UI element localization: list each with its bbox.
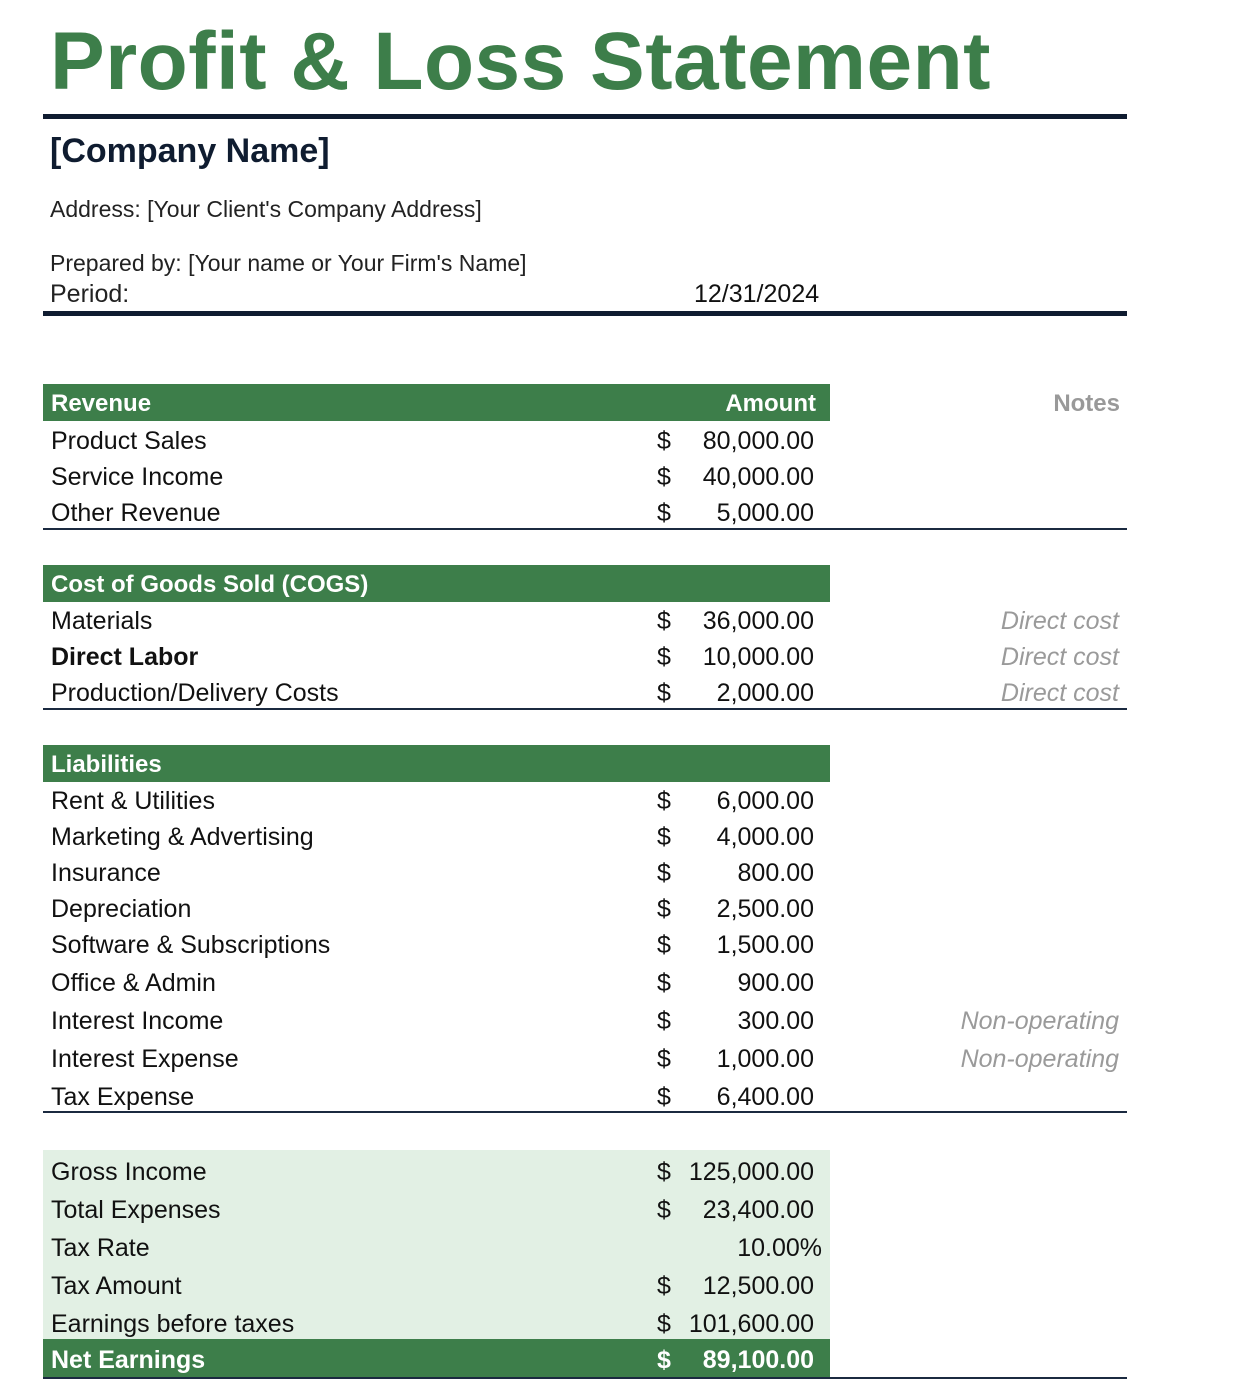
title-divider: [43, 114, 1127, 119]
line-item-label[interactable]: Rent & Utilities: [51, 787, 215, 815]
company-name[interactable]: [Company Name]: [50, 132, 330, 170]
line-item-amount[interactable]: 10,000.00: [702, 643, 814, 671]
line-item-row: [43, 891, 1127, 927]
currency-symbol: $: [657, 1196, 671, 1224]
line-item-amount[interactable]: 36,000.00: [702, 607, 814, 635]
revenue-divider: [43, 528, 1127, 530]
currency-symbol: $: [657, 931, 671, 959]
currency-symbol: $: [657, 1045, 671, 1073]
line-item-row: [43, 495, 1127, 531]
line-item-amount[interactable]: 5,000.00: [716, 499, 814, 527]
tax-rate-value[interactable]: 10.00%: [737, 1234, 822, 1262]
tax-amount-label: Tax Amount: [51, 1272, 182, 1300]
currency-symbol: $: [657, 607, 671, 635]
gross-income-label: Gross Income: [51, 1158, 207, 1186]
earnings-before-taxes-value[interactable]: 101,600.00: [688, 1310, 814, 1338]
line-item-amount[interactable]: 1,000.00: [716, 1045, 814, 1073]
currency-symbol: $: [657, 787, 671, 815]
line-item-amount[interactable]: 2,000.00: [716, 679, 814, 707]
line-item-amount[interactable]: 900.00: [737, 969, 814, 997]
net-earnings-row: [43, 1339, 830, 1377]
line-item-label[interactable]: Other Revenue: [51, 499, 221, 527]
currency-symbol: $: [657, 859, 671, 887]
line-item-label[interactable]: Direct Labor: [51, 643, 199, 671]
line-item-label[interactable]: Marketing & Advertising: [51, 823, 314, 851]
line-item-label[interactable]: Tax Expense: [51, 1083, 195, 1111]
line-item-amount[interactable]: 4,000.00: [716, 823, 814, 851]
line-item-row: [43, 1079, 1127, 1115]
currency-symbol: $: [657, 895, 671, 923]
line-item-note[interactable]: Non-operating: [960, 1045, 1119, 1073]
amount-column-header: Amount: [725, 390, 816, 417]
cogs-header-label: Cost of Goods Sold (COGS): [51, 571, 369, 598]
line-item-amount[interactable]: 6,400.00: [716, 1083, 814, 1111]
prepared-by-line[interactable]: Prepared by: [Your name or Your Firm's Name]: [50, 250, 527, 276]
currency-symbol: $: [657, 823, 671, 851]
line-item-row: [43, 927, 1127, 963]
net-earnings-value[interactable]: 89,100.00: [702, 1346, 814, 1374]
line-item-amount[interactable]: 800.00: [737, 859, 814, 887]
currency-symbol: $: [657, 1158, 671, 1186]
line-item-row: [43, 1041, 1127, 1077]
line-item-label[interactable]: Insurance: [51, 859, 161, 887]
total-expenses-label: Total Expenses: [51, 1196, 221, 1224]
net-earnings-label: Net Earnings: [51, 1346, 206, 1374]
notes-column-header: Notes: [1053, 390, 1120, 417]
line-item-row: [43, 855, 1127, 891]
currency-symbol: $: [657, 1083, 671, 1111]
earnings-before-taxes-label: Earnings before taxes: [51, 1310, 295, 1338]
tax-rate-label: Tax Rate: [51, 1234, 150, 1262]
currency-symbol: $: [657, 1272, 671, 1300]
line-item-label[interactable]: Interest Income: [51, 1007, 224, 1035]
line-item-amount[interactable]: 80,000.00: [702, 427, 814, 455]
line-item-label[interactable]: Materials: [51, 607, 153, 635]
line-item-row: [43, 423, 1127, 459]
line-item-label[interactable]: Depreciation: [51, 895, 192, 923]
gross-income-row: [43, 1153, 830, 1191]
line-item-note[interactable]: Non-operating: [960, 1007, 1119, 1035]
currency-symbol: $: [657, 643, 671, 671]
line-item-row: [43, 675, 1127, 711]
tax-amount-row: [43, 1267, 830, 1305]
line-item-row: [43, 459, 1127, 495]
line-item-row: [43, 603, 1127, 639]
currency-symbol: $: [657, 679, 671, 707]
line-item-row: [43, 783, 1127, 819]
currency-symbol: $: [657, 463, 671, 491]
revenue-header-label: Revenue: [51, 390, 152, 417]
line-item-amount[interactable]: 40,000.00: [702, 463, 814, 491]
document-title: Profit & Loss Statement: [50, 16, 991, 107]
line-item-label[interactable]: Interest Expense: [51, 1045, 239, 1073]
currency-symbol: $: [657, 1346, 671, 1374]
line-item-label[interactable]: Software & Subscriptions: [51, 931, 331, 959]
line-item-amount[interactable]: 2,500.00: [716, 895, 814, 923]
currency-symbol: $: [657, 499, 671, 527]
cogs-section-header: [43, 565, 830, 602]
line-item-label[interactable]: Product Sales: [51, 427, 207, 455]
line-item-label[interactable]: Office & Admin: [51, 969, 216, 997]
cogs-divider: [43, 708, 1127, 710]
address-line[interactable]: Address: [Your Client's Company Address]: [50, 196, 482, 222]
line-item-row: [43, 639, 1127, 675]
line-item-note[interactable]: Direct cost: [1000, 679, 1119, 707]
line-item-note[interactable]: Direct cost: [1000, 607, 1119, 635]
tax-rate-row: [43, 1229, 830, 1267]
line-item-amount[interactable]: 1,500.00: [716, 931, 814, 959]
total-expenses-row: [43, 1191, 830, 1229]
currency-symbol: $: [657, 427, 671, 455]
currency-symbol: $: [657, 1007, 671, 1035]
currency-symbol: $: [657, 1310, 671, 1338]
line-item-label[interactable]: Service Income: [51, 463, 224, 491]
line-item-row: [43, 965, 1127, 1001]
line-item-note[interactable]: Direct cost: [1000, 643, 1119, 671]
earnings-before-taxes-row: [43, 1305, 830, 1343]
line-item-amount[interactable]: 300.00: [737, 1007, 814, 1035]
line-item-row: [43, 819, 1127, 855]
liabilities-header-label: Liabilities: [51, 751, 162, 778]
revenue-section-header: [43, 384, 830, 421]
line-item-row: [43, 1003, 1127, 1039]
line-item-amount[interactable]: 6,000.00: [716, 787, 814, 815]
line-item-label[interactable]: Production/Delivery Costs: [51, 679, 339, 707]
liabilities-section-header: [43, 745, 830, 782]
currency-symbol: $: [657, 969, 671, 997]
tax-amount-value[interactable]: 12,500.00: [702, 1272, 814, 1300]
net-earnings-divider: [43, 1377, 1127, 1379]
total-expenses-value[interactable]: 23,400.00: [702, 1196, 814, 1224]
period-value[interactable]: 12/31/2024: [694, 280, 820, 308]
gross-income-value[interactable]: 125,000.00: [688, 1158, 814, 1186]
header-divider: [43, 311, 1127, 316]
period-label: Period:: [50, 280, 130, 308]
liabilities-divider: [43, 1111, 1127, 1113]
